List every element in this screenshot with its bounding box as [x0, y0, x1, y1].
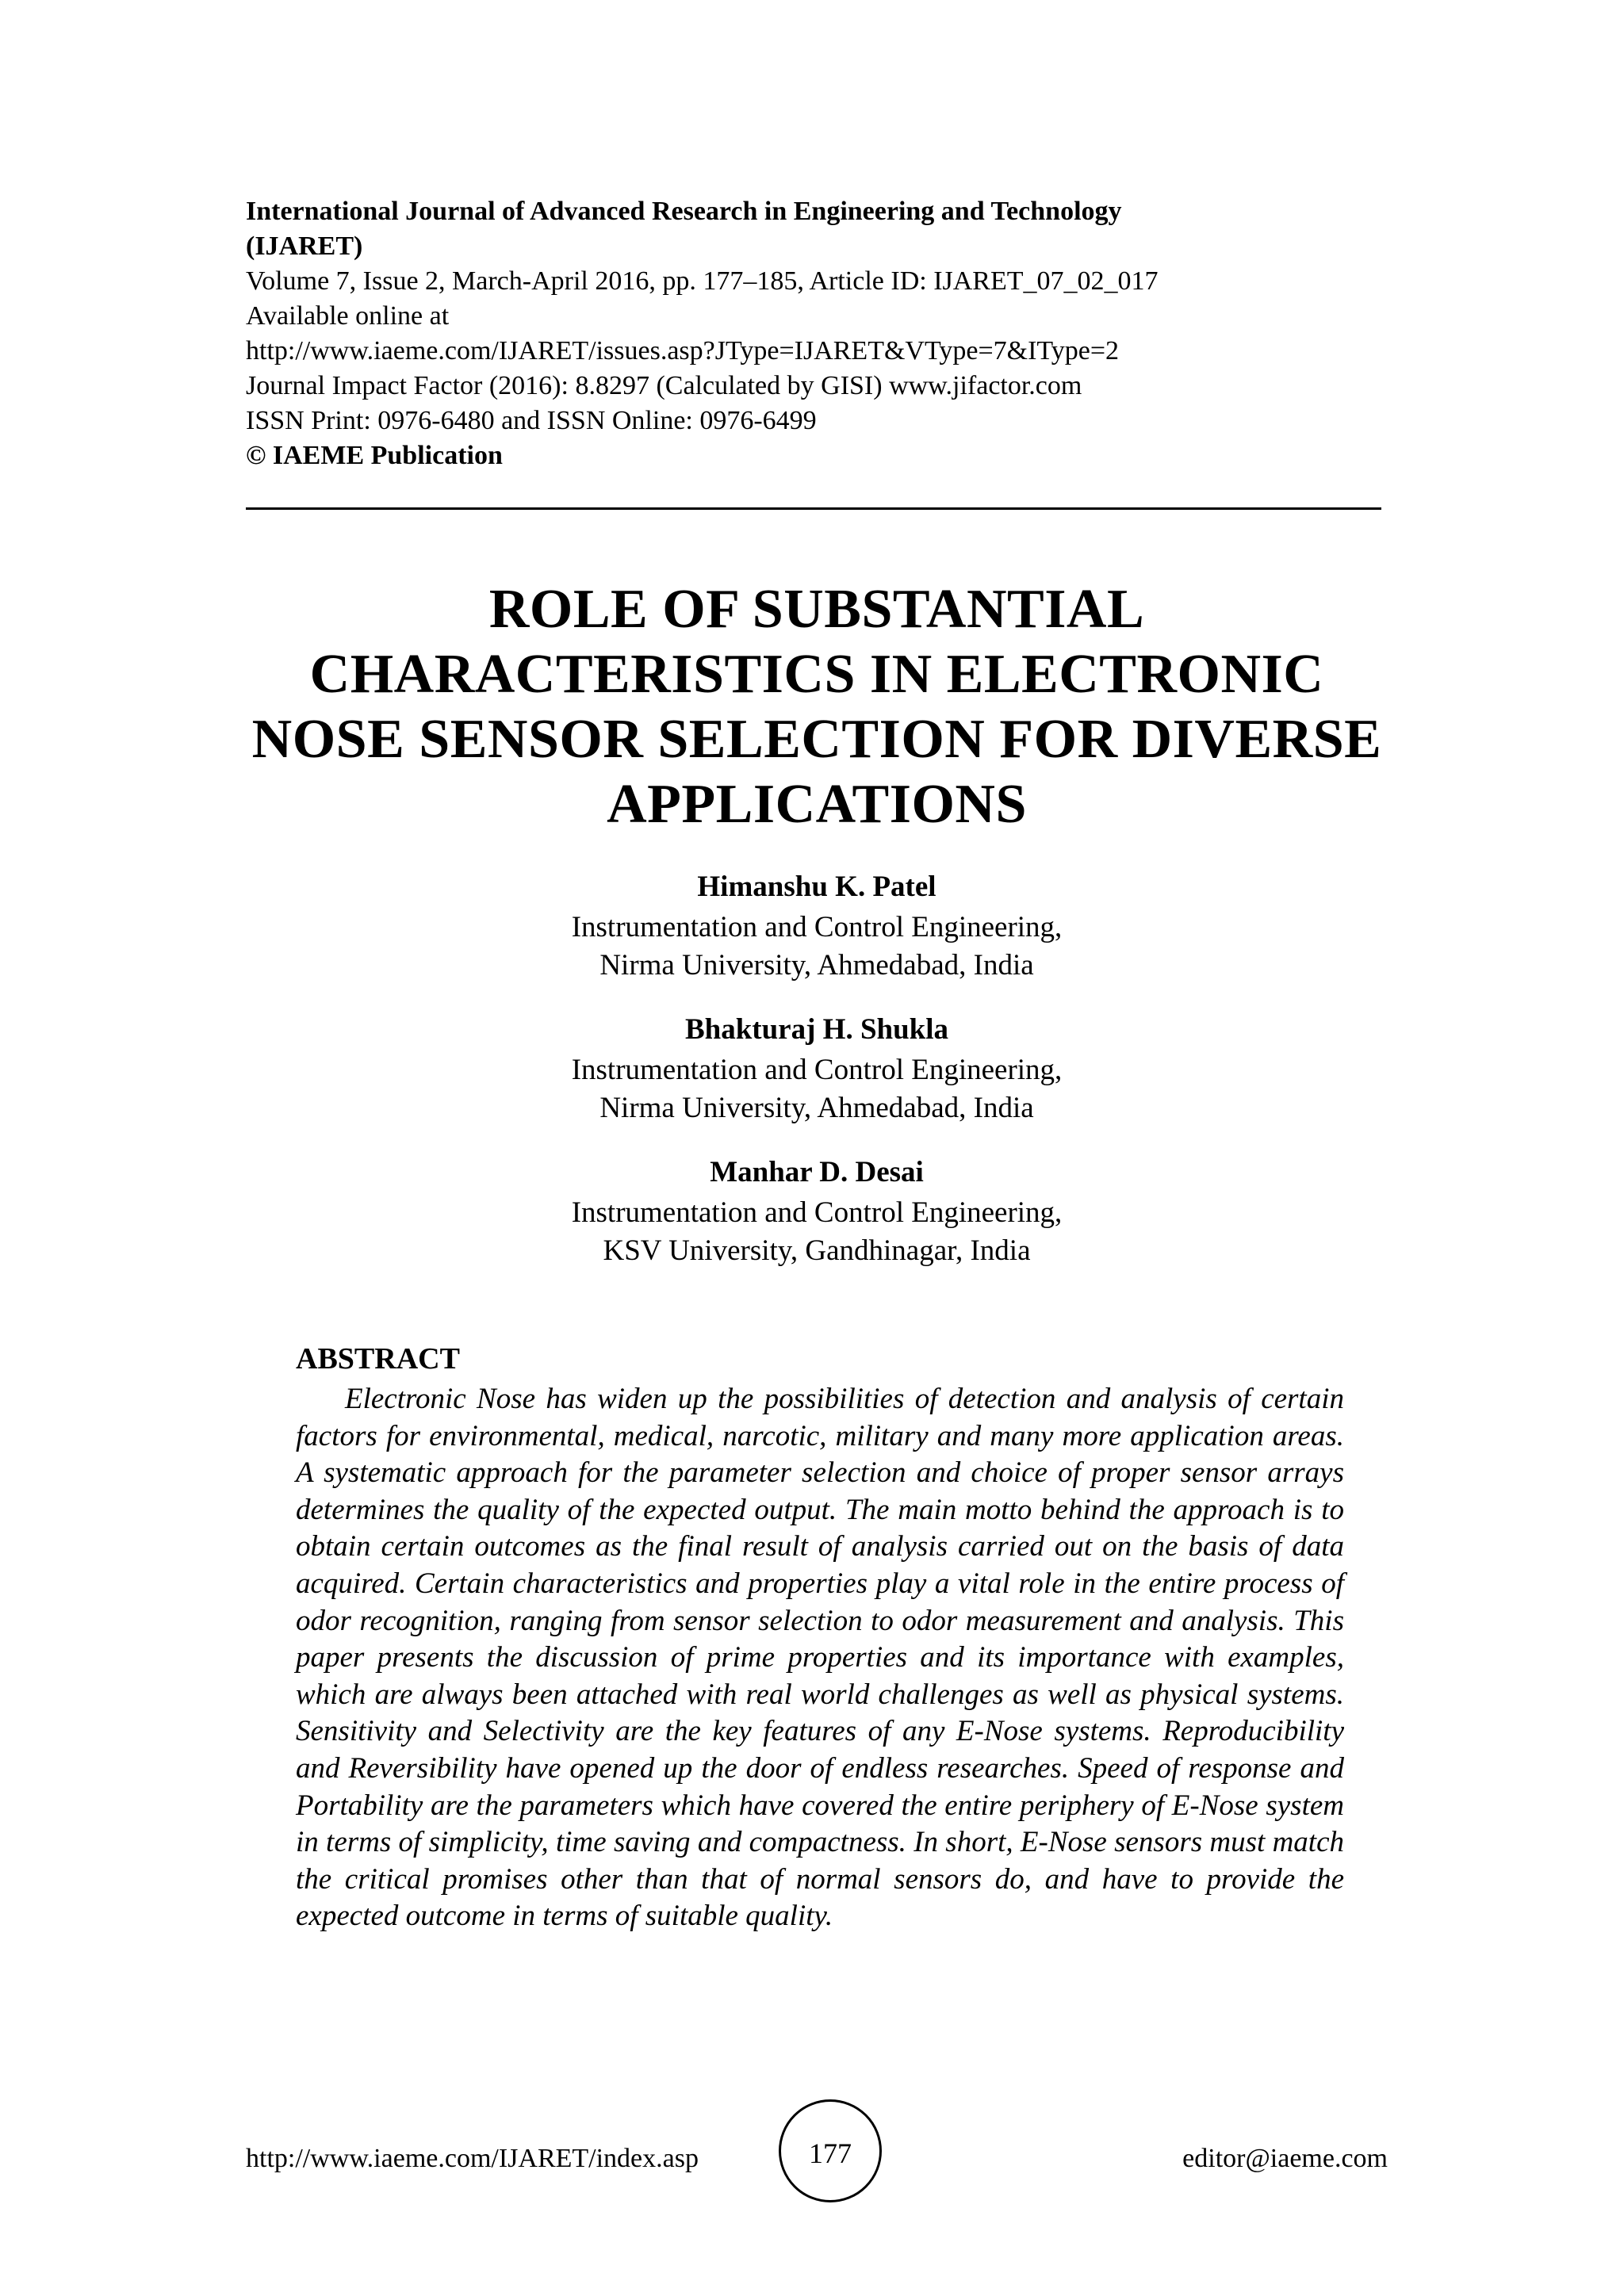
title-line-4: APPLICATIONS [607, 774, 1027, 835]
author-name: Manhar D. Desai [710, 1156, 924, 1188]
journal-abbreviation: (IJARET) [246, 232, 363, 261]
volume-info: Volume 7, Issue 2, March-April 2016, pp. 177–185, Article ID: IJARET_07_02_017 [246, 266, 1159, 296]
footer-journal-link[interactable]: http://www.iaeme.com/IJARET/index.asp [246, 2144, 699, 2173]
author-department: Instrumentation and Control Engineering, [571, 1054, 1063, 1086]
author-institution: Nirma University, Ahmedabad, India [599, 949, 1034, 982]
author-block [444, 866, 1189, 985]
title-line-1: ROLE OF SUBSTANTIAL [488, 579, 1145, 640]
author-name: Himanshu K. Patel [697, 871, 936, 903]
author-institution: KSV University, Gandhinagar, India [603, 1234, 1031, 1267]
journal-name: International Journal of Advanced Research in Engineering and Technology [246, 197, 1122, 226]
title-line-3: NOSE SENSOR SELECTION FOR DIVERSE [251, 709, 1382, 770]
author-department: Instrumentation and Control Engineering, [571, 911, 1063, 943]
issn-info: ISSN Print: 0976-6480 and ISSN Online: 0976-6499 [246, 406, 817, 435]
issue-url: http://www.iaeme.com/IJARET/issues.asp?JType=IJARET&VType=7&IType=2 [246, 336, 1120, 365]
available-online-label: Available online at [246, 301, 450, 331]
paper-title [206, 577, 1427, 837]
author-institution: Nirma University, Ahmedabad, India [599, 1092, 1034, 1124]
author-list [444, 866, 1189, 1294]
footer-editor-email[interactable]: editor@iaeme.com [1182, 2144, 1388, 2173]
author-block [444, 1008, 1189, 1127]
author-department: Instrumentation and Control Engineering, [571, 1196, 1063, 1229]
header-divider [246, 507, 1381, 510]
author-name: Bhakturaj H. Shukla [684, 1013, 949, 1046]
publisher: © IAEME Publication [246, 441, 503, 470]
page-footer [246, 2117, 1388, 2196]
abstract-section [296, 1340, 1344, 1935]
impact-factor: Journal Impact Factor (2016): 8.8297 (Calculated by GISI) www.jifactor.com [246, 371, 1082, 400]
author-block [444, 1151, 1189, 1270]
journal-header [246, 194, 1388, 473]
abstract-heading: ABSTRACT [296, 1342, 460, 1376]
page-number-badge: 177 [779, 2099, 882, 2202]
title-line-2: CHARACTERISTICS IN ELECTRONIC [309, 644, 1324, 705]
abstract-text: Electronic Nose has widen up the possibilities of detection and analysis of certain factors for environmental, medical, narcotic, military and many more application areas. A systematic approach for the parameter selection and choice of proper sensor arrays determines the quality of the expected output. The main motto behind the approach is to obtain certain outcomes as the final result of analysis carried out on the basis of data acquired. Certain characteristics and properties play a vital role in the entire process of odor recognition, ranging from sensor selection to odor measurement and analysis. This paper presents the discussion of prime properties and its importance with examples, which are always been attached with real world challenges as well as physical systems. Sensitivity and Selectivity are the key features of any E-Nose systems. Reproducibility and Reversibility have opened up the door of endless researches. Speed of response and Portability are the parameters which have covered the entire periphery of E-Nose system in terms of simplicity, time saving and compactness. In short, E-Nose sensors must match the critical promises other than that of normal sensors do, and have to provide the expected outcome in terms of suitable quality. [296, 1383, 1344, 1933]
